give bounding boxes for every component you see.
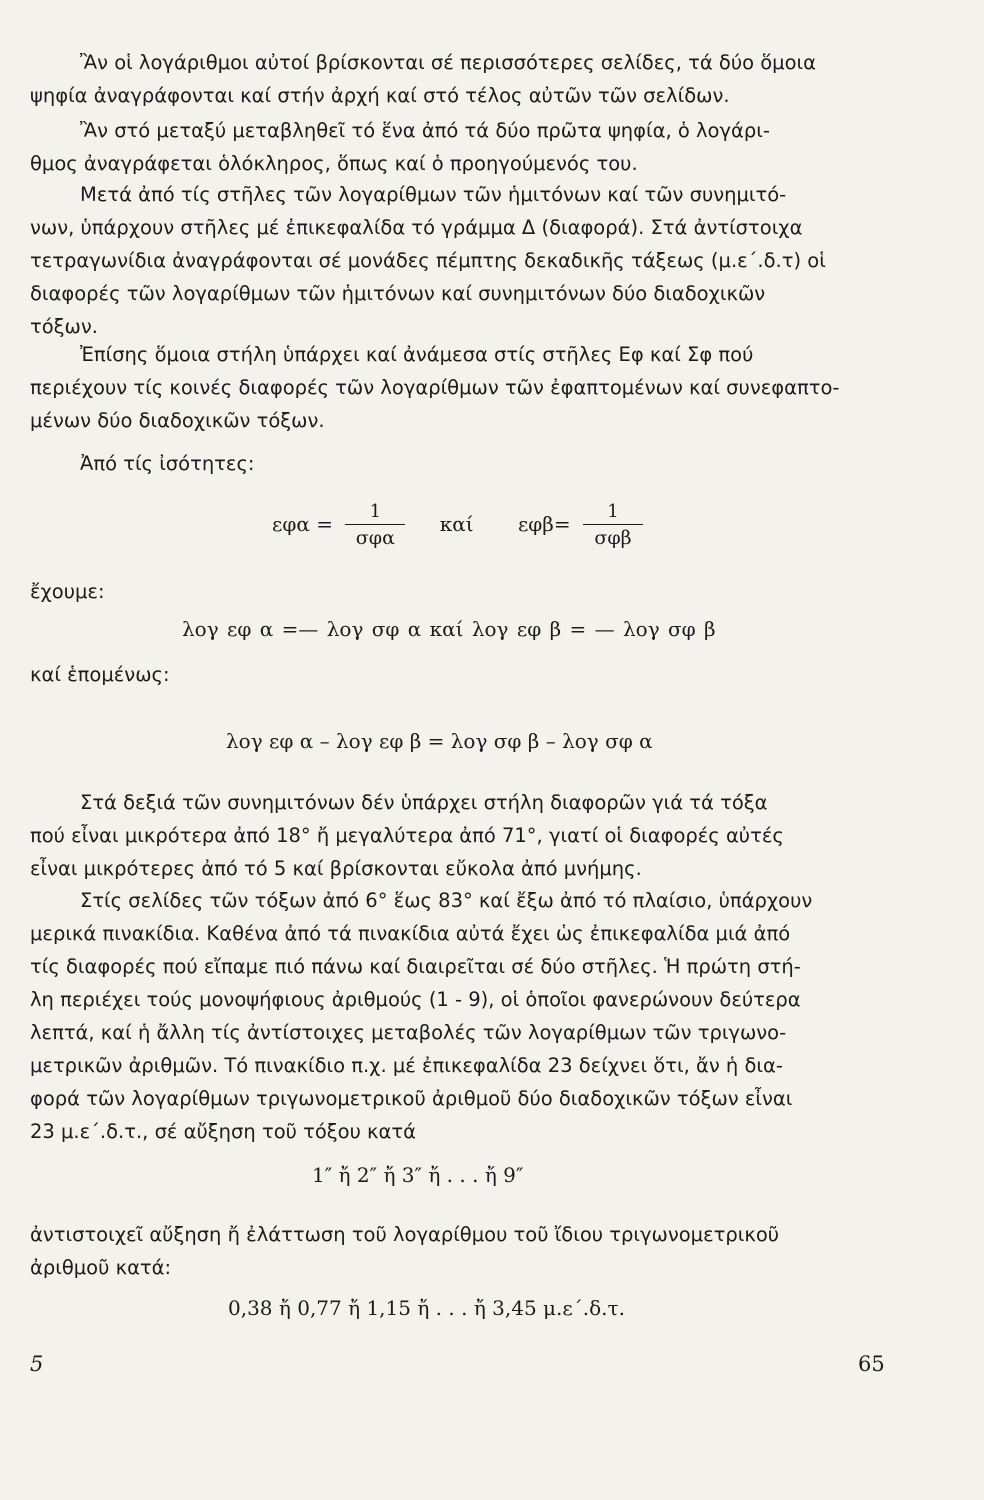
text-line: λη περιέχει τούς μονοψήφιους ἀριθμούς (1 - 9), οἱ ὁποῖοι φανερώνουν δεύτερα — [30, 988, 801, 1011]
text-line: εἶναι μικρότερες ἀπό τό 5 καί βρίσκονται εὔκολα ἀπό μνήμης. — [30, 857, 642, 880]
fraction-a — [345, 500, 405, 551]
text-line: περιέχουν τίς κοινές διαφορές τῶν λογαρίθμων τῶν ἐφαπτομένων καί συνεφαπτο- — [30, 376, 840, 399]
text-line: Στά δεξιά τῶν συνημιτόνων δέν ὑπάρχει στήλη διαφορῶν γιά τά τόξα — [80, 791, 768, 814]
text-line: διαφορές τῶν λογαρίθμων τῶν ἡμιτόνων καί συνημιτόνων δύο διαδοχικῶν — [30, 282, 766, 305]
paragraph-2 — [30, 114, 890, 180]
text-line: τίς διαφορές πού εἴπαμε πιό πάνω καί διαιρεῖται σέ δύο στῆλες. Ἡ πρώτη στή- — [30, 955, 801, 978]
paragraph-3 — [30, 178, 890, 343]
text-line: Ἂν στό μεταξύ μεταβληθεῖ τό ἕνα ἀπό τά δύο πρῶτα ψηφία, ὁ λογάρι- — [80, 119, 770, 142]
equation-conjunction: καί — [439, 512, 474, 536]
paragraph-4 — [30, 338, 890, 437]
text-line: μετρικῶν ἀριθμῶν. Τό πινακίδιο π.χ. μέ ἐπικεφαλίδα 23 δείχνει ὅτι, ἄν ἡ δια- — [30, 1054, 783, 1077]
page-number: 65 — [858, 1352, 885, 1376]
paragraph-7 — [30, 1218, 890, 1284]
equation-log-difference: λογ εφ α – λογ εφ β = λογ σφ β – λογ σφ α — [226, 729, 653, 753]
text-line: Ἂν οἱ λογάριθμοι αὐτοί βρίσκονται σέ περισσότερες σελίδες, τά δύο ὅμοια — [80, 51, 816, 74]
seconds-sequence: 1″ ἤ 2″ ἤ 3″ ἤ . . . ἤ 9″ — [312, 1163, 524, 1187]
text-line: Μετά ἀπό τίς στῆλες τῶν λογαρίθμων τῶν ἡμιτόνων καί τῶν συνημιτό- — [80, 183, 787, 206]
values-sequence: 0,38 ἤ 0,77 ἤ 1,15 ἤ . . . ἤ 3,45 μ.ε΄.δ.τ. — [228, 1296, 625, 1320]
text-line: θμος ἀναγράφεται ὁλόκληρος, ὅπως καί ὁ προηγούμενός του. — [30, 152, 638, 175]
text-line: πού εἶναι μικρότερα ἀπό 18° ἤ μεγαλύτερα ἀπό 71°, γιατί οἱ διαφορές αὐτές — [30, 824, 784, 847]
paragraph-6 — [30, 884, 890, 1148]
equation-lhs-b: εφβ= — [517, 512, 571, 536]
fraction-denominator: σφβ — [594, 527, 632, 549]
text-line: μένων δύο διαδοχικῶν τόξων. — [30, 409, 325, 432]
fraction-numerator: 1 — [607, 501, 619, 522]
text-line: Ἐπίσης ὅμοια στήλη ὑπάρχει καί ἀνάμεσα στίς στῆλες Εφ καί Σφ πού — [80, 343, 754, 366]
label-epomenos: καί ἑπομένως: — [30, 663, 170, 686]
equation-reciprocal — [272, 500, 649, 551]
text-line: λεπτά, καί ἡ ἄλλη τίς ἀντίστοιχες μεταβολές τῶν λογαρίθμων τῶν τριγωνο- — [30, 1021, 787, 1044]
signature-mark: 5 — [30, 1352, 44, 1376]
equation-log-negation: λογ εφ α =— λογ σφ α καί λογ εφ β = — λογ σφ β — [182, 617, 716, 641]
text-line: Στίς σελίδες τῶν τόξων ἀπό 6° ἕως 83° καί ἔξω ἀπό τό πλαίσιο, ὑπάρχουν — [80, 889, 813, 912]
text-line: ψηφία ἀναγράφονται καί στήν ἀρχή καί στό τέλος αὐτῶν τῶν σελίδων. — [30, 84, 730, 107]
text-line: φορά τῶν λογαρίθμων τριγωνομετρικοῦ ἀριθμοῦ δύο διαδοχικῶν τόξων εἶναι — [30, 1087, 793, 1110]
intro-text: Ἀπό τίς ἰσότητες: — [80, 452, 255, 475]
fraction-denominator: σφα — [355, 527, 395, 549]
text-line: ἀντιστοιχεῖ αὔξηση ἤ ἐλάττωση τοῦ λογαρίθμου τοῦ ἴδιου τριγωνομετρικοῦ — [30, 1223, 780, 1246]
paragraph-5 — [30, 786, 890, 885]
paragraph-1 — [30, 46, 890, 112]
text-line: τετραγωνίδια ἀναγράφονται σέ μονάδες πέμπτης δεκαδικῆς τάξεως (μ.ε΄.δ.τ) οἱ — [30, 249, 826, 272]
text-line: νων, ὑπάρχουν στῆλες μέ ἐπικεφαλίδα τό γράμμα Δ (διαφορά). Στά ἀντίστοιχα — [30, 216, 803, 239]
equation-lhs-a: εφα = — [272, 512, 333, 536]
fraction-b — [583, 500, 643, 551]
text-line: μερικά πινακίδια. Καθένα ἀπό τά πινακίδια αὐτά ἔχει ὡς ἐπικεφαλίδα μιά ἀπό — [30, 922, 791, 945]
label-exoume: ἔχουμε: — [30, 580, 105, 603]
fraction-numerator: 1 — [369, 501, 382, 522]
text-line: ἀριθμοῦ κατά: — [30, 1256, 172, 1279]
text-line: τόξων. — [30, 315, 98, 338]
text-line: 23 μ.ε΄.δ.τ., σέ αὔξηση τοῦ τόξου κατά — [30, 1120, 417, 1143]
